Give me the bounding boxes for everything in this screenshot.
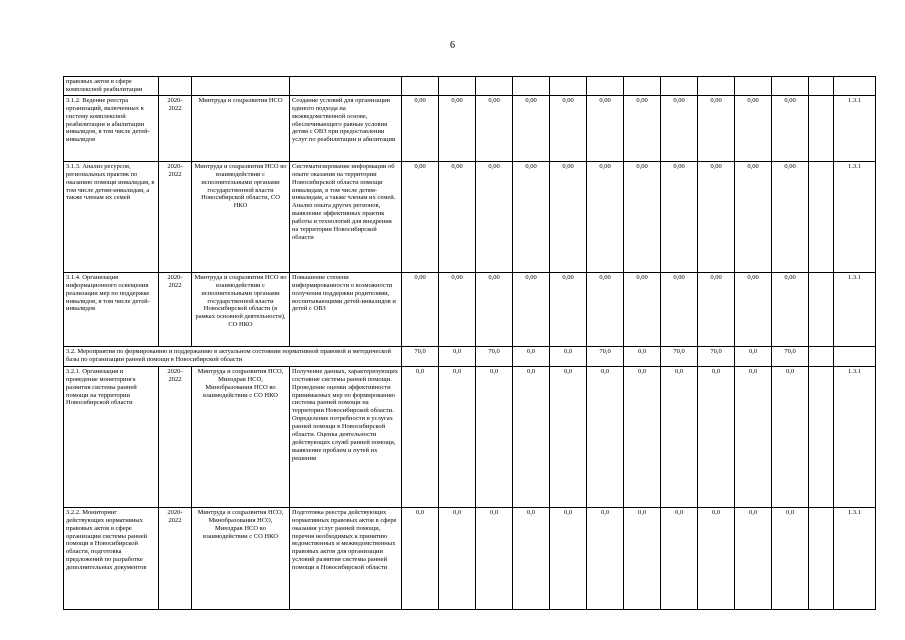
value-cell: 0,0	[513, 346, 550, 366]
measure-name: 3.2.1. Организация и проведение мониторинга развития системы ранней помощи на территории Новосибирской области	[64, 366, 159, 507]
value-cell	[402, 77, 439, 96]
value-cell	[809, 366, 834, 507]
value-cell: 0,00	[439, 95, 476, 161]
measure-name: 3.1.2. Ведение реестра организаций, включенных в систему комплексной реабилитации и абилитации инвалидов, в том числе детей-инвалидов	[64, 95, 159, 161]
indicator-cell	[834, 77, 876, 96]
period-cell: 2020-2022	[159, 272, 192, 346]
result-cell: Подготовка реестра действующих нормативных правовых актов в сфере оказания услуг ранней помощи, перечня необходимых к принятию ведомственных и межведомственных правовых актов для организации условий развития системы ранней помощи в Новосибирской области	[290, 507, 402, 609]
value-cell: 0,00	[402, 272, 439, 346]
value-cell	[809, 507, 834, 609]
indicator-cell	[834, 346, 876, 366]
value-cell	[735, 77, 772, 96]
value-cell: 0,00	[476, 95, 513, 161]
value-cell: 0,0	[624, 366, 661, 507]
value-cell: 70,0	[476, 346, 513, 366]
value-cell: 0,00	[735, 95, 772, 161]
value-cell: 0,00	[698, 161, 735, 272]
value-cell: 0,00	[476, 161, 513, 272]
value-cell	[550, 77, 587, 96]
value-cell: 0,00	[439, 272, 476, 346]
value-cell: 0,0	[661, 366, 698, 507]
value-cell: 0,0	[698, 366, 735, 507]
result-cell: Создание условий для организации единого подхода на межведомственной основе, обеспечивающего равные условия детям с ОВЗ при предоставлении услуг по реабилитации и абилитации	[290, 95, 402, 161]
value-cell: 0,0	[624, 346, 661, 366]
value-cell: 0,00	[587, 161, 624, 272]
measures-table	[63, 76, 876, 610]
value-cell: 0,0	[439, 366, 476, 507]
value-cell: 0,0	[550, 346, 587, 366]
value-cell	[809, 161, 834, 272]
value-cell: 0,00	[439, 161, 476, 272]
value-cell	[439, 77, 476, 96]
measure-name: 3.1.4. Организация информационного освещения реализации мер по поддержке инвалидов, в том числе детей-инвалидов	[64, 272, 159, 346]
value-cell: 0,00	[513, 272, 550, 346]
table-row	[64, 77, 876, 96]
period-cell: 2020-2022	[159, 507, 192, 609]
value-cell: 0,00	[550, 161, 587, 272]
executor-cell	[192, 77, 290, 96]
value-cell: 0,00	[402, 95, 439, 161]
executor-cell: Минтруда и соцразвития НСО	[192, 95, 290, 161]
value-cell: 0,0	[772, 366, 809, 507]
value-cell: 0,00	[624, 95, 661, 161]
value-cell	[772, 77, 809, 96]
indicator-cell: 1.3.1	[834, 272, 876, 346]
value-cell: 0,0	[439, 507, 476, 609]
value-cell: 0,0	[735, 346, 772, 366]
measure-name: 3.1.3. Анализ ресурсов, региональных практик по оказанию помощи инвалидам, в том числе детям-инвалидам, а также членам их семей	[64, 161, 159, 272]
indicator-cell: 1.3.1	[834, 366, 876, 507]
executor-cell: Минтруда и соцразвития НСО во взаимодействии с исполнительными органами государственной власти Новосибирской области, СО НКО	[192, 161, 290, 272]
value-cell: 0,0	[698, 507, 735, 609]
value-cell: 0,00	[661, 95, 698, 161]
value-cell: 0,00	[698, 272, 735, 346]
value-cell: 0,00	[698, 95, 735, 161]
value-cell: 0,00	[624, 272, 661, 346]
value-cell: 0,00	[661, 161, 698, 272]
executor-cell: Минтруда и соцразвития НСО во взаимодействии с исполнительными органами государственной власти Новосибирской области (в рамках основной деятельности), СО НКО	[192, 272, 290, 346]
value-cell	[698, 77, 735, 96]
value-cell: 0,0	[735, 366, 772, 507]
period-cell	[159, 77, 192, 96]
period-cell: 2020-2022	[159, 161, 192, 272]
value-cell: 0,00	[402, 161, 439, 272]
value-cell: 0,0	[550, 366, 587, 507]
value-cell: 70,0	[698, 346, 735, 366]
indicator-cell: 1.3.1	[834, 507, 876, 609]
table-row	[64, 272, 876, 346]
value-cell	[587, 77, 624, 96]
value-cell: 0,0	[624, 507, 661, 609]
executor-cell: Минтруда и соцразвития НСО, Минобразования НСО, Минздрав НСО во взаимодействии с СО НКО	[192, 507, 290, 609]
result-cell: Повышение степени информированности о возможности получения поддержки родителями, воспитывающими детей-инвалидов и детей с ОВЗ	[290, 272, 402, 346]
value-cell: 0,0	[550, 507, 587, 609]
table-row	[64, 366, 876, 507]
value-cell: 0,0	[735, 507, 772, 609]
value-cell: 0,00	[587, 272, 624, 346]
result-cell: Систематизирование информации об опыте оказания на территории Новосибирской области помощи инвалидам, в том числе детям-инвалидам, а также членам их семей. Анализ опыта других регионов, выявление эффективных практик работы и технологий для внедрения на территории Новосибирской области	[290, 161, 402, 272]
value-cell: 0,00	[735, 161, 772, 272]
value-cell: 0,0	[772, 507, 809, 609]
value-cell: 0,0	[513, 366, 550, 507]
page-number: 6	[450, 40, 455, 51]
table-row	[64, 161, 876, 272]
value-cell: 0,00	[513, 95, 550, 161]
value-cell: 0,00	[550, 272, 587, 346]
value-cell: 70,0	[661, 346, 698, 366]
value-cell: 0,0	[476, 507, 513, 609]
indicator-cell: 1.3.1	[834, 95, 876, 161]
value-cell: 0,0	[476, 366, 513, 507]
value-cell: 0,0	[402, 366, 439, 507]
period-cell: 2020-2022	[159, 366, 192, 507]
table-row	[64, 507, 876, 609]
section-title: 3.2. Мероприятия по формированию и поддержанию в актуальном состоянии нормативной правовой и методической базы по организации ранней помощи в Новосибирской области	[64, 346, 402, 366]
value-cell: 0,00	[661, 272, 698, 346]
value-cell	[809, 346, 834, 366]
executor-cell: Минтруда и соцразвития НСО, Минздрав НСО, Минобразования НСО во взаимодействии с СО НКО	[192, 366, 290, 507]
measure-name: 3.2.2. Мониторинг действующих нормативных правовых актов в сфере организации системы ранней помощи в Новосибирской области, подготовка предложений по разработке дополнительных документов	[64, 507, 159, 609]
value-cell	[624, 77, 661, 96]
value-cell: 0,0	[661, 507, 698, 609]
value-cell: 0,0	[439, 346, 476, 366]
value-cell: 0,00	[772, 95, 809, 161]
value-cell	[809, 272, 834, 346]
value-cell: 0,00	[772, 161, 809, 272]
value-cell: 0,0	[587, 507, 624, 609]
value-cell: 70,0	[772, 346, 809, 366]
value-cell: 0,00	[735, 272, 772, 346]
value-cell: 70,0	[402, 346, 439, 366]
indicator-cell: 1.3.1	[834, 161, 876, 272]
value-cell: 70,0	[587, 346, 624, 366]
result-cell: Получение данных, характеризующих состояние системы ранней помощи. Проведение оценки эффективности принимаемых мер по формированию системы ранней помощи на территории Новосибирской области. Определение потребности в услугах ранней помощи в Новосибирской области. Оценка деятельности действующих служб ранней помощи, выявление проблем и путей их решения	[290, 366, 402, 507]
table-row	[64, 95, 876, 161]
value-cell	[661, 77, 698, 96]
result-cell	[290, 77, 402, 96]
value-cell	[809, 77, 834, 96]
value-cell: 0,00	[476, 272, 513, 346]
measure-name: правовых актов в сфере комплексной реабилитации	[64, 77, 159, 96]
value-cell: 0,00	[550, 95, 587, 161]
period-cell: 2020-2022	[159, 95, 192, 161]
value-cell	[513, 77, 550, 96]
value-cell	[476, 77, 513, 96]
value-cell: 0,0	[402, 507, 439, 609]
value-cell: 0,00	[513, 161, 550, 272]
value-cell: 0,0	[513, 507, 550, 609]
value-cell: 0,00	[772, 272, 809, 346]
value-cell: 0,0	[587, 366, 624, 507]
section-row	[64, 346, 876, 366]
value-cell: 0,00	[587, 95, 624, 161]
value-cell	[809, 95, 834, 161]
value-cell: 0,00	[624, 161, 661, 272]
